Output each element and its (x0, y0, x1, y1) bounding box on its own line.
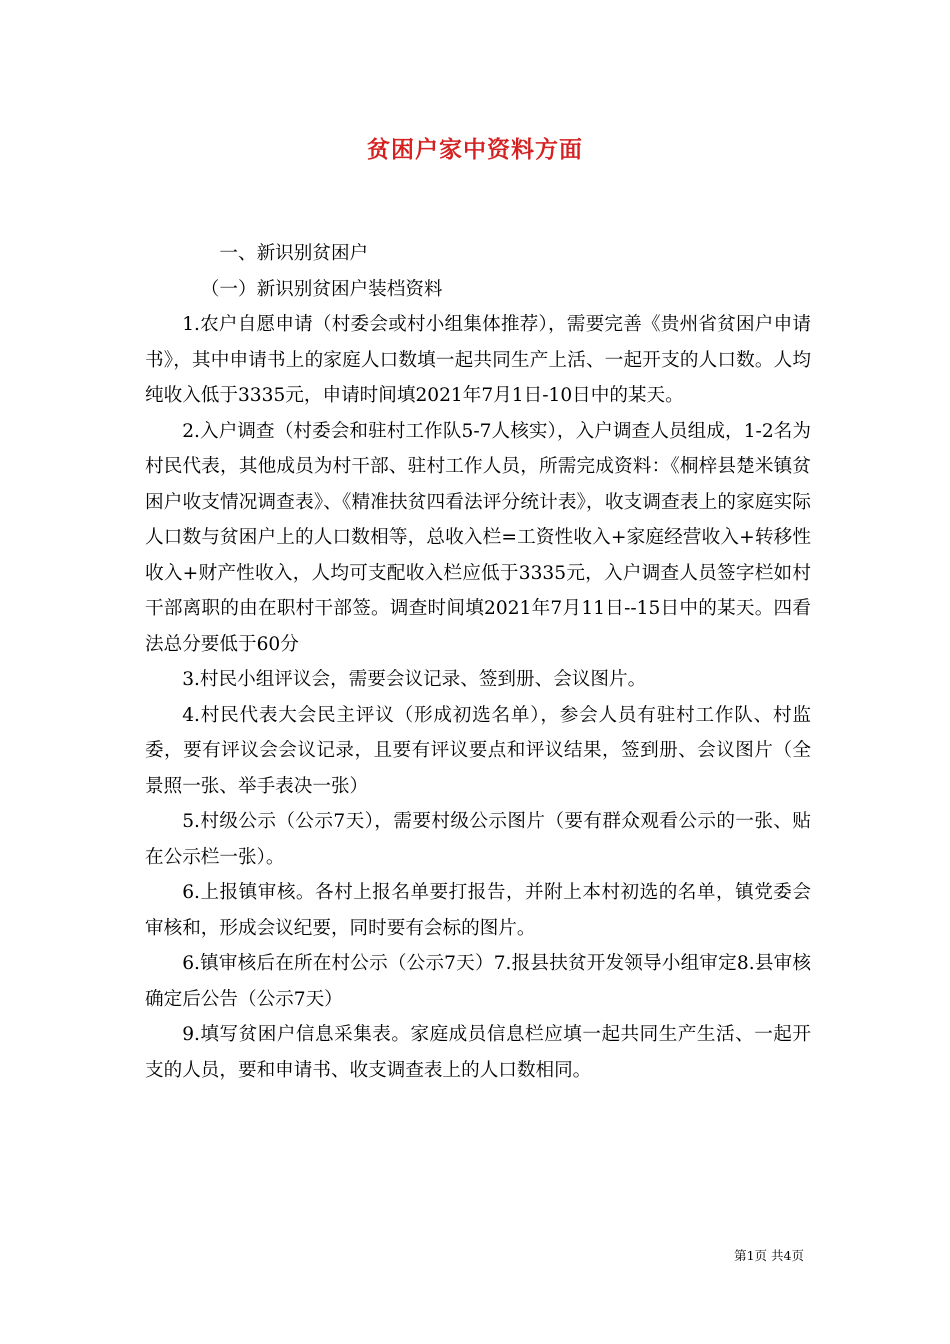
paragraph-4: 4.村民代表大会民主评议（形成初选名单），参会人员有驻村工作队、村监委，要有评议会会议记录，且要有评议要点和评议结果，签到册、会议图片（全景照一张、举手表决一张） (145, 704, 811, 797)
paragraph-8: 9.填写贫困户信息采集表。家庭成员信息栏应填一起共同生产生活、一起开支的人员，要和申请书、收支调查表上的人口数相同。 (145, 1024, 811, 1081)
paragraph-1: 1.农户自愿申请（村委会或村小组集体推荐），需要完善《贵州省贫困户申请书》，其中申请书上的家庭人口数填一起共同生产上活、一起开支的人口数。人均纯收入低于3335元，申请时间填2021年7月1日-10日中的某天。 (145, 314, 811, 406)
paragraph-5: 5.村级公示（公示7天），需要村级公示图片（要有群众观看公示的一张、贴在公示栏一张）。 (145, 811, 811, 868)
paragraph-3: 3.村民小组评议会，需要会议记录、签到册、会议图片。 (182, 669, 647, 690)
page-number: 第1页 共4页 (734, 1248, 804, 1263)
paragraph-6: 6.上报镇审核。各村上报名单要打报告，并附上本村初选的名单，镇党委会审核和，形成会议纪要，同时要有会标的图片。 (145, 882, 811, 939)
paragraph-7: 6.镇审核后在所在村公示（公示7天）7.报县扶贫开发领导小组审定8.县审核确定后公告（公示7天） (145, 953, 811, 1010)
section-heading: 一、新识别贫困户 (219, 243, 369, 264)
paragraph-2: 2.入户调查（村委会和驻村工作队5-7人核实），入户调查人员组成，1-2名为村民代表，其他成员为村干部、驻村工作人员，所需完成资料：《桐梓县楚米镇贫困户收支情况调查表》、《精准扶贫四看法评分统计表》，收支调查表上的家庭实际人口数与贫困户上的人口数相等，总收入栏=工资性收入+家庭经营收入+转移性收入+财产性收入，人均可支配收入栏应低于3335元，入户调查人员签字栏如村干部离职的由在职村干部签。调查时间填2021年7月11日--15日中的某天。四看法总分要低于60分 (145, 420, 811, 655)
document-body (145, 236, 811, 1088)
document-title: 贫困户家中资料方面 (367, 136, 583, 163)
subsection-heading: （一）新识别贫困户装档资料 (200, 278, 443, 300)
